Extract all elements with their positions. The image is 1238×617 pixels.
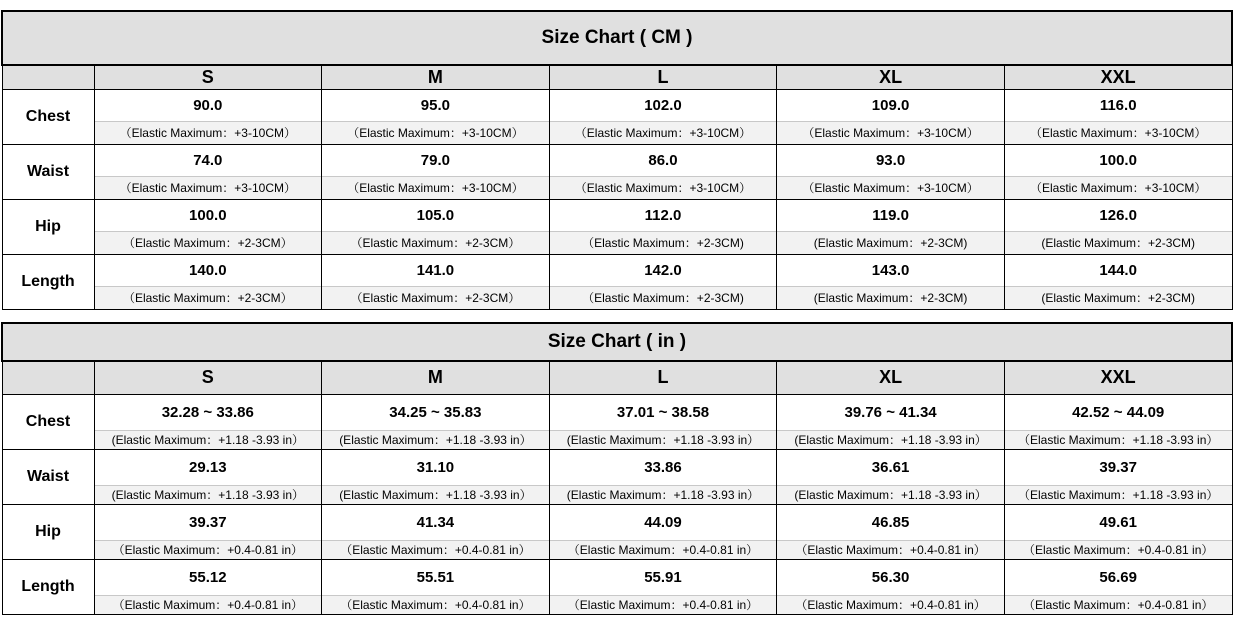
measurement-value: 56.69 — [1004, 559, 1232, 595]
elastic-note: (Elastic Maximum：+1.18 -3.93 in） — [322, 485, 550, 504]
elastic-note: （Elastic Maximum：+3-10CM） — [549, 121, 777, 144]
measurement-value: 105.0 — [322, 199, 550, 231]
size-header-xl: XL — [777, 361, 1005, 394]
measurement-value: 112.0 — [549, 199, 777, 231]
chart-title-row — [2, 323, 1232, 361]
row-label-hip: Hip — [2, 504, 94, 559]
elastic-note-row — [2, 595, 1232, 614]
elastic-note: （Elastic Maximum：+3-10CM） — [777, 121, 1005, 144]
elastic-note: （Elastic Maximum：+2-3CM） — [94, 231, 322, 254]
elastic-note: （Elastic Maximum：+2-3CM） — [322, 286, 550, 309]
elastic-note: （Elastic Maximum：+3-10CM） — [1004, 176, 1232, 199]
elastic-note-row — [2, 176, 1232, 199]
size-header-row — [2, 65, 1232, 89]
measurement-row — [2, 394, 1232, 430]
elastic-note: （Elastic Maximum：+0.4-0.81 in） — [1004, 540, 1232, 559]
measurement-value: 141.0 — [322, 254, 550, 286]
measurement-value: 55.91 — [549, 559, 777, 595]
measurement-value: 144.0 — [1004, 254, 1232, 286]
row-label-length: Length — [2, 254, 94, 309]
measurement-value: 116.0 — [1004, 89, 1232, 121]
elastic-note: （Elastic Maximum：+0.4-0.81 in） — [94, 595, 322, 614]
row-label-hip: Hip — [2, 199, 94, 254]
size-header-row — [2, 361, 1232, 394]
row-label-waist: Waist — [2, 144, 94, 199]
header-corner — [2, 65, 94, 89]
elastic-note: （Elastic Maximum：+0.4-0.81 in） — [777, 595, 1005, 614]
elastic-note-row — [2, 540, 1232, 559]
chart-title: Size Chart ( CM ) — [2, 11, 1232, 65]
measurement-value: 142.0 — [549, 254, 777, 286]
elastic-note: （Elastic Maximum：+2-3CM） — [322, 231, 550, 254]
measurement-value: 44.09 — [549, 504, 777, 540]
size-header-m: M — [322, 361, 550, 394]
measurement-value: 39.37 — [94, 504, 322, 540]
measurement-value: 39.76 ~ 41.34 — [777, 394, 1005, 430]
measurement-value: 55.51 — [322, 559, 550, 595]
elastic-note: （Elastic Maximum：+0.4-0.81 in） — [322, 540, 550, 559]
elastic-note: (Elastic Maximum：+2-3CM) — [777, 286, 1005, 309]
size-chart-in — [1, 322, 1233, 615]
measurement-row — [2, 504, 1232, 540]
measurement-value: 119.0 — [777, 199, 1005, 231]
measurement-row — [2, 199, 1232, 231]
size-header-xxl: XXL — [1004, 361, 1232, 394]
measurement-value: 55.12 — [94, 559, 322, 595]
elastic-note: （Elastic Maximum：+1.18 -3.93 in） — [1004, 485, 1232, 504]
measurement-value: 49.61 — [1004, 504, 1232, 540]
measurement-value: 56.30 — [777, 559, 1005, 595]
elastic-note: （Elastic Maximum：+3-10CM） — [777, 176, 1005, 199]
elastic-note: (Elastic Maximum：+1.18 -3.93 in） — [94, 430, 322, 449]
measurement-row — [2, 89, 1232, 121]
measurement-value: 41.34 — [322, 504, 550, 540]
elastic-note: （Elastic Maximum：+2-3CM) — [549, 286, 777, 309]
measurement-value: 33.86 — [549, 449, 777, 485]
elastic-note: (Elastic Maximum：+2-3CM) — [1004, 286, 1232, 309]
row-label-length: Length — [2, 559, 94, 614]
measurement-value: 79.0 — [322, 144, 550, 176]
measurement-value: 100.0 — [94, 199, 322, 231]
size-header-m: M — [322, 65, 550, 89]
measurement-value: 42.52 ~ 44.09 — [1004, 394, 1232, 430]
elastic-note: （Elastic Maximum：+0.4-0.81 in） — [322, 595, 550, 614]
elastic-note: （Elastic Maximum：+0.4-0.81 in） — [549, 595, 777, 614]
row-label-waist: Waist — [2, 449, 94, 504]
measurement-value: 34.25 ~ 35.83 — [322, 394, 550, 430]
size-header-l: L — [549, 65, 777, 89]
elastic-note: （Elastic Maximum：+0.4-0.81 in） — [549, 540, 777, 559]
row-label-chest: Chest — [2, 394, 94, 449]
measurement-value: 95.0 — [322, 89, 550, 121]
elastic-note: （Elastic Maximum：+3-10CM） — [94, 176, 322, 199]
measurement-value: 140.0 — [94, 254, 322, 286]
measurement-value: 126.0 — [1004, 199, 1232, 231]
elastic-note: （Elastic Maximum：+3-10CM） — [322, 121, 550, 144]
header-corner — [2, 361, 94, 394]
measurement-value: 37.01 ~ 38.58 — [549, 394, 777, 430]
measurement-value: 143.0 — [777, 254, 1005, 286]
measurement-row — [2, 559, 1232, 595]
elastic-note: (Elastic Maximum：+1.18 -3.93 in） — [322, 430, 550, 449]
elastic-note: (Elastic Maximum：+1.18 -3.93 in） — [549, 430, 777, 449]
elastic-note: （Elastic Maximum：+3-10CM） — [1004, 121, 1232, 144]
size-header-xxl: XXL — [1004, 65, 1232, 89]
size-header-xl: XL — [777, 65, 1005, 89]
measurement-value: 39.37 — [1004, 449, 1232, 485]
elastic-note-row — [2, 286, 1232, 309]
row-label-chest: Chest — [2, 89, 94, 144]
size-chart-cm — [1, 10, 1233, 310]
size-header-s: S — [94, 361, 322, 394]
elastic-note: （Elastic Maximum：+3-10CM） — [94, 121, 322, 144]
elastic-note: （Elastic Maximum：+0.4-0.81 in） — [94, 540, 322, 559]
size-header-s: S — [94, 65, 322, 89]
measurement-value: 102.0 — [549, 89, 777, 121]
measurement-value: 109.0 — [777, 89, 1005, 121]
elastic-note: (Elastic Maximum：+1.18 -3.93 in） — [549, 485, 777, 504]
chart-title-row — [2, 11, 1232, 65]
measurement-value: 29.13 — [94, 449, 322, 485]
elastic-note-row — [2, 485, 1232, 504]
measurement-value: 46.85 — [777, 504, 1005, 540]
elastic-note: （Elastic Maximum：+2-3CM） — [94, 286, 322, 309]
elastic-note-row — [2, 121, 1232, 144]
measurement-value: 93.0 — [777, 144, 1005, 176]
elastic-note: （Elastic Maximum：+3-10CM） — [549, 176, 777, 199]
elastic-note: (Elastic Maximum：+2-3CM) — [1004, 231, 1232, 254]
elastic-note: (Elastic Maximum：+1.18 -3.93 in） — [777, 485, 1005, 504]
measurement-value: 74.0 — [94, 144, 322, 176]
measurement-row — [2, 144, 1232, 176]
measurement-value: 86.0 — [549, 144, 777, 176]
chart-title: Size Chart ( in ) — [2, 323, 1232, 361]
elastic-note: （Elastic Maximum：+1.18 -3.93 in） — [1004, 430, 1232, 449]
measurement-value: 31.10 — [322, 449, 550, 485]
elastic-note: (Elastic Maximum：+1.18 -3.93 in） — [777, 430, 1005, 449]
elastic-note: （Elastic Maximum：+3-10CM） — [322, 176, 550, 199]
measurement-row — [2, 449, 1232, 485]
elastic-note: （Elastic Maximum：+0.4-0.81 in） — [777, 540, 1005, 559]
elastic-note: (Elastic Maximum：+2-3CM) — [777, 231, 1005, 254]
measurement-value: 90.0 — [94, 89, 322, 121]
elastic-note-row — [2, 231, 1232, 254]
measurement-value: 32.28 ~ 33.86 — [94, 394, 322, 430]
measurement-row — [2, 254, 1232, 286]
elastic-note-row — [2, 430, 1232, 449]
size-header-l: L — [549, 361, 777, 394]
measurement-value: 100.0 — [1004, 144, 1232, 176]
elastic-note: （Elastic Maximum：+0.4-0.81 in） — [1004, 595, 1232, 614]
elastic-note: (Elastic Maximum：+1.18 -3.93 in） — [94, 485, 322, 504]
elastic-note: （Elastic Maximum：+2-3CM) — [549, 231, 777, 254]
measurement-value: 36.61 — [777, 449, 1005, 485]
